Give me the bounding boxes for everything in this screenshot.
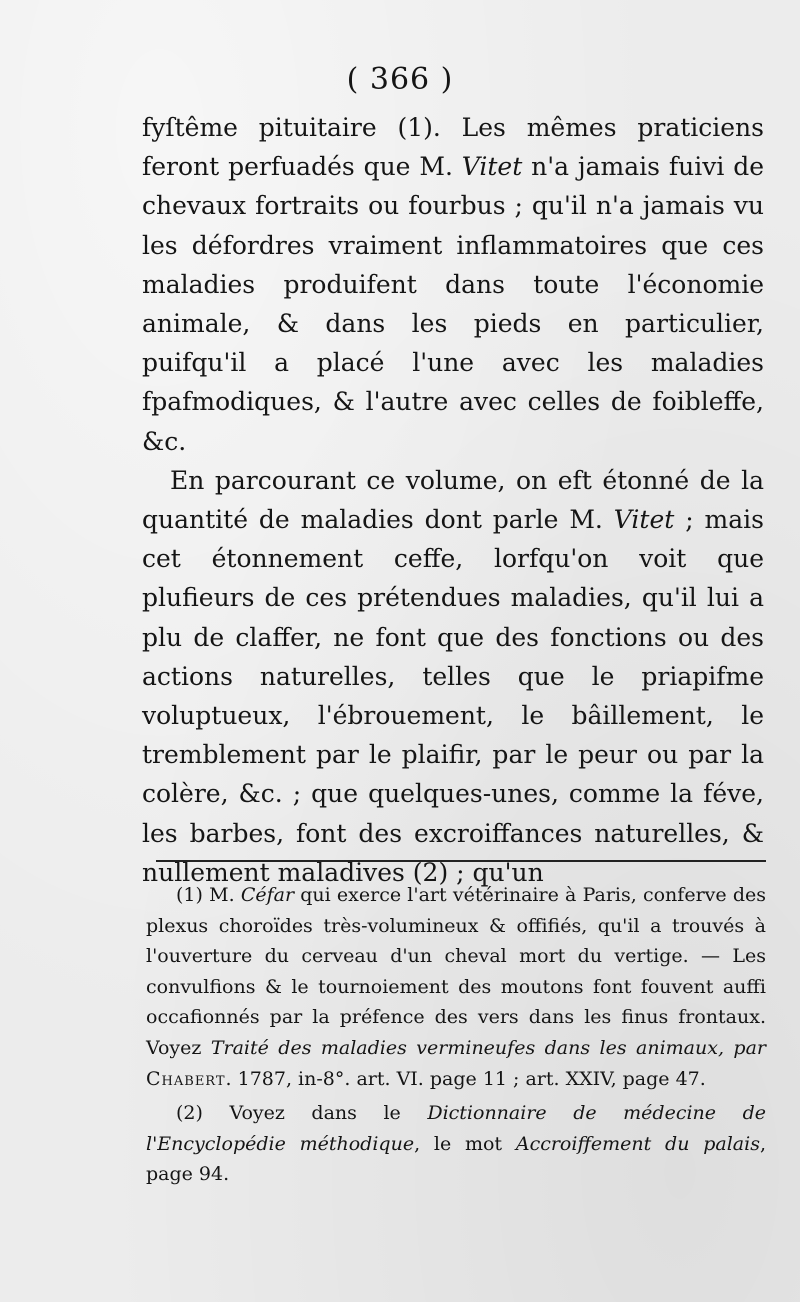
footnote-1-book-title: Traité des maladies vermineufes dans les animaux (210, 1036, 718, 1059)
footnote-1-author: Chabert (146, 1067, 226, 1090)
footnote-1 (146, 880, 766, 1094)
page-number: ( 366 ) (346, 62, 454, 97)
main-text (142, 108, 764, 892)
footnote-1-name-cesar: Céfar (240, 884, 295, 906)
footnote-1-text-b: qui exerce l'art vétérinaire à Paris, conferve des plexus choroïdes très-volumineux & offifiés, qu'il a trouvés à l'ouverture du cerveau d'un cheval mort du vertige. — Les convulfions & le tournoiement des moutons font fouvent auffi occafionnés par la préfence des vers dans les finus frontaux. Voyez (146, 884, 766, 1059)
footnote-divider (156, 860, 766, 862)
paragraph-2-text-b: ; mais cet étonnement ceffe, lorfqu'on voit que plufieurs de ces prétendues maladies, qu'il lui a plu de claffer, ne font que des fonctions ou des actions naturelles, telles que le priapifme voluptueux, l'ébrouement, le bâillement, le tremblement par le plaifir, par le peur ou par la colère, &c. ; que quelques-unes, comme la féve, les barbes, font des excroiffances naturelles, & nullement maladives (2) ; qu'un (142, 505, 764, 887)
footnote-1-text-c: , par (717, 1036, 766, 1059)
footnote-1-text-a: (1) M. (176, 884, 241, 906)
paragraph-1-text-a: fyſtême pituitaire (1). Les mêmes praticiens feront perfuadés que M. (142, 113, 764, 182)
paragraph-1-name-vitet: Vitet (461, 152, 523, 182)
paragraph-2 (142, 461, 764, 892)
paragraph-1-text-b: n'a jamais fuivi de chevaux fortraits ou fourbus ; qu'il n'a jamais vu les défordres vraiment inflammatoires que ces maladies produifent dans toute l'économie animale, & dans les pieds en particulier, puifqu'il a placé l'une avec les maladies fpafmodiques, & l'autre avec celles de foibleffe, &c. (142, 152, 764, 456)
footnote-2-text-c: , page 94. (146, 1132, 766, 1186)
paragraph-2-text-a: En parcourant ce volume, on eft étonné de la quantité de maladies dont parle M. (142, 465, 764, 535)
paragraph-2-name-vitet: Vitet (613, 505, 675, 535)
footnote-2-book-title: Dictionnaire de médecine de l'Encyclopédie méthodique (146, 1102, 766, 1155)
paragraph-1 (142, 108, 764, 461)
footnote-2-entry-title: Accroiffement du palais (515, 1132, 760, 1155)
footnote-2-text-a: (2) Voyez dans le (176, 1102, 428, 1125)
footnote-2-text-b: , le mot (414, 1132, 516, 1155)
footnote-2 (146, 1098, 766, 1190)
footnotes (146, 880, 766, 1190)
footnote-1-text-d: . 1787, in-8°. art. VI. page 11 ; art. XXIV, page 47. (225, 1067, 706, 1090)
